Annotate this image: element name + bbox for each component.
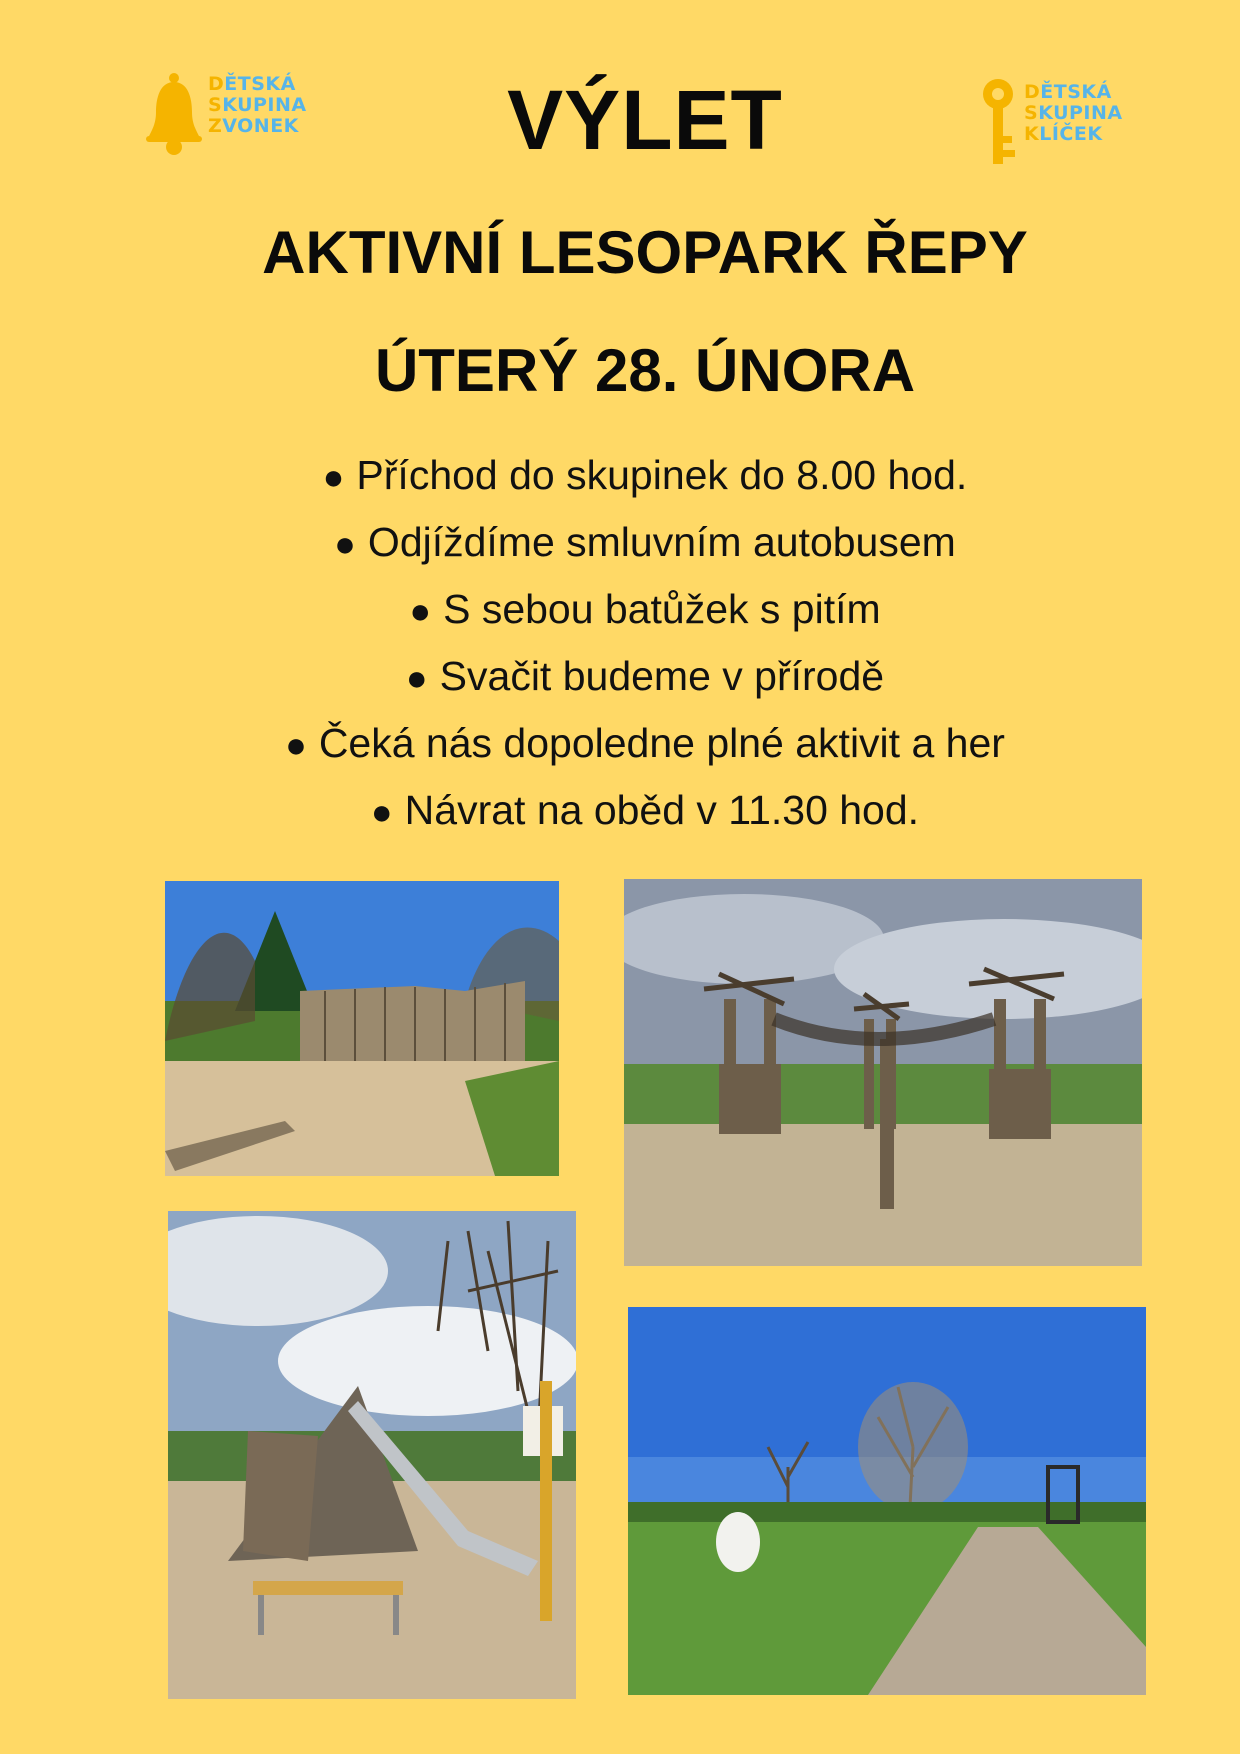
logo-right-line-1: DĚTSKÁ xyxy=(1024,81,1112,103)
photo-wooden-wall xyxy=(165,881,559,1176)
list-item: ● Návrat na oběd v 11.30 hod. xyxy=(370,787,920,833)
bullet-icon: ● xyxy=(334,523,356,564)
bullet-icon: ● xyxy=(409,590,432,631)
list-item: ● Svačit budeme v přírodě xyxy=(405,653,885,699)
logo-left-line-3: ZVONEK xyxy=(208,115,299,137)
photo-park-path xyxy=(628,1307,1146,1695)
info-list xyxy=(0,442,1240,844)
list-item: ● Příchod do skupinek do 8.00 hod. xyxy=(322,452,968,498)
logo-left-line-2: SKUPINA xyxy=(208,94,307,116)
list-item: ● Čeká nás dopoledne plné aktivit a her xyxy=(285,720,1005,766)
logo-right-line-2: SKUPINA xyxy=(1024,102,1123,124)
photo-slide-playground xyxy=(168,1211,576,1699)
bullet-icon: ● xyxy=(405,657,428,698)
bullet-icon: ● xyxy=(285,724,307,765)
list-item: ● S sebou batůžek s pitím xyxy=(409,586,881,632)
location-heading: AKTIVNÍ LESOPARK ŘEPY xyxy=(262,219,1028,286)
photo-climbing-towers xyxy=(624,879,1142,1266)
date-heading: ÚTERÝ 28. ÚNORA xyxy=(374,337,916,404)
bullet-icon: ● xyxy=(322,456,345,497)
page-title: VÝLET xyxy=(507,73,783,167)
logo-left-line-1: DĚTSKÁ xyxy=(208,73,296,95)
logo-right-line-3: KLÍČEK xyxy=(1024,123,1103,145)
bullet-icon: ● xyxy=(370,791,393,832)
list-item: ● Odjíždíme smluvním autobusem xyxy=(334,519,956,565)
